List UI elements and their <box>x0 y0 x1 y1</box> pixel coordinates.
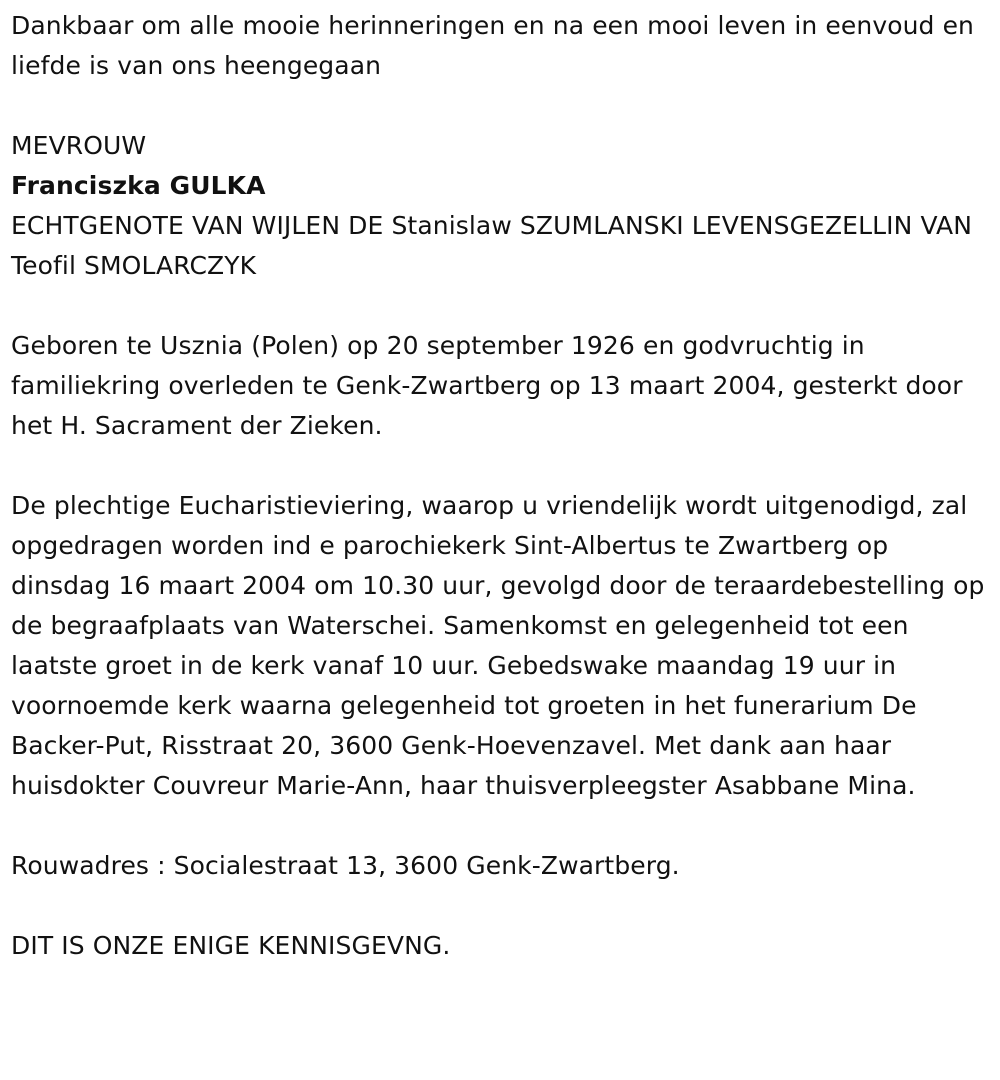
mourning-address: Rouwadres : Socialestraat 13, 3600 Genk-Zwartberg. <box>11 851 680 880</box>
spouse-line: ECHTGENOTE VAN WIJLEN DE Stanislaw SZUMLANSKI LEVENSGEZELLIN VAN <box>11 211 973 240</box>
spacer <box>11 446 995 486</box>
deceased-name: Franciszka GULKA <box>11 171 266 200</box>
ceremony-text: De plechtige Eucharistieviering, waarop u vriendelijk wordt uitgenodigd, zal opgedragen worden ind e parochiekerk Sint-Albertus te Zwartberg op dinsdag 16 maart 2004 om 10.30 uur, gevolgd door de teraardebestelling op de begraafplaats van Waterschei. Samenkomst en gelegenheid tot een laatste groet in de kerk vanaf 10 uur. Gebedswake maandag 19 uur in voornoemde kerk waarna gelegenheid tot groeten in het funerarium De Backer-Put, Risstraat 20, 3600 Genk-Hoevenzavel. Met dank aan haar huisdokter Couvreur Marie-Ann, haar thuisverpleegster Asabbane Mina. <box>11 491 985 800</box>
partner-name: Teofil SMOLARCZYK <box>11 251 257 280</box>
spacer <box>11 86 995 126</box>
spacer <box>11 806 995 846</box>
intro-text: Dankbaar om alle mooie herinneringen en na een mooi leven in eenvoud en liefde is van ons heengegaan <box>11 11 974 80</box>
obituary-notice <box>11 6 995 966</box>
spacer <box>11 886 995 926</box>
spacer <box>11 286 995 326</box>
birth-death-text: Geboren te Usznia (Polen) op 20 september 1926 en godvruchtig in familiekring overleden te Genk-Zwartberg op 13 maart 2004, gesterkt door het H. Sacrament der Zieken. <box>11 331 963 440</box>
closing-notice: DIT IS ONZE ENIGE KENNISGEVNG. <box>11 931 451 960</box>
title-label: MEVROUW <box>11 131 147 160</box>
